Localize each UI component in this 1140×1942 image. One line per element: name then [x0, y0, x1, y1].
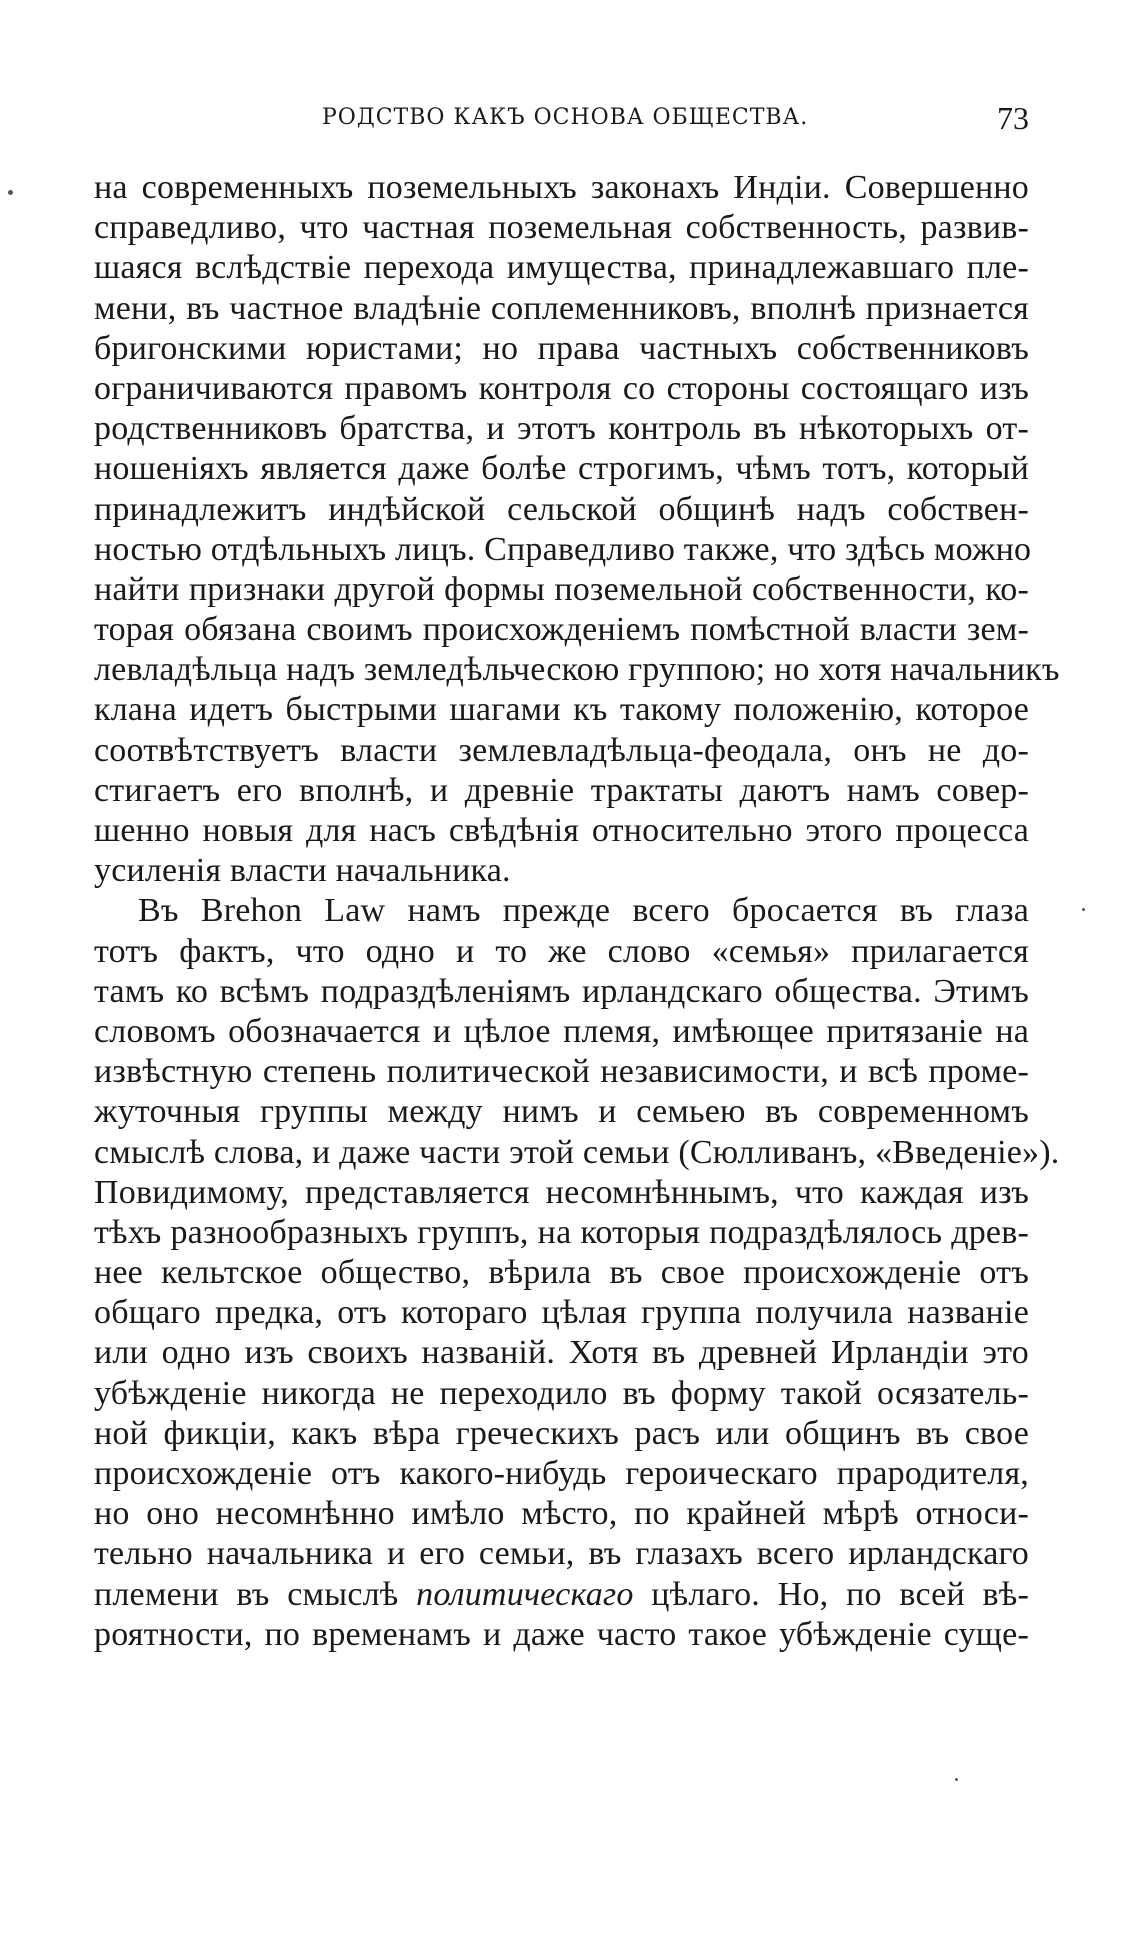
text-line: торая обязана своимъ происхожденіемъ помѣстной власти зем- — [94, 611, 1029, 649]
text-line: роятности, по временамъ и даже часто такое убѣжденіе суще- — [94, 1615, 1029, 1653]
body-text — [94, 168, 1060, 1655]
italic-word: политическаго — [416, 1575, 634, 1613]
text-line-italic — [94, 1575, 1029, 1615]
text-line: тотъ фактъ, что одно и то же слово «семья» прилагается — [94, 932, 1029, 970]
text-line: соотвѣтствуетъ власти землевладѣльца-феодала, онъ не до- — [94, 731, 1029, 769]
text-line: ограничиваются правомъ контроля со стороны состоящаго изъ — [94, 369, 1029, 407]
scan-speck — [955, 1778, 958, 1781]
text-line: ностью отдѣльныхъ лицъ. Справедливо также, что здѣсь можно — [94, 530, 1032, 568]
text-line: усиленія власти начальника. — [94, 852, 511, 890]
text-line: словомъ обозначается и цѣлое племя, имѣющее притязаніе на — [94, 1012, 1029, 1050]
text-line: смыслѣ слова, и даже части этой семьи (Сюлливанъ, «Введеніе»). — [94, 1133, 1060, 1171]
text-line: извѣстную степень политической независимости, и всѣ проме- — [94, 1053, 1029, 1091]
text-line: ной фикціи, какъ вѣра греческихъ расъ или общинъ въ свое — [94, 1414, 1029, 1452]
text-line: тамъ ко всѣмъ подраздѣленіямъ ирландскаго общества. Этимъ — [94, 972, 1029, 1010]
text-line: стигаетъ его вполнѣ, и древніе трактаты даютъ намъ совер- — [94, 771, 1029, 809]
text-line: найти признаки другой формы поземельной собственности, ко- — [94, 570, 1029, 608]
scan-speck — [1082, 908, 1085, 911]
paragraph-2 — [94, 891, 1060, 1655]
text-line: общаго предка, отъ котораго цѣлая группа получила названіе — [94, 1294, 1029, 1332]
text-line: родственниковъ братства, и этотъ контроль въ нѣкоторыхъ от- — [94, 410, 1029, 448]
text-line: убѣжденіе никогда не переходило въ форму такой осязатель- — [94, 1374, 1029, 1412]
text-segment: цѣлаго. Но, по всей вѣ- — [633, 1575, 1029, 1613]
running-title: РОДСТВО КАКЪ ОСНОВА ОБЩЕСТВА. — [322, 105, 809, 130]
text-line: бригонскими юристами; но права частныхъ собственниковъ — [94, 329, 1029, 367]
text-line: левладѣльца надъ земледѣльческою группою; но хотя начальникъ — [94, 651, 1060, 689]
text-line: жуточныя группы между нимъ и семьею въ современномъ — [94, 1093, 1029, 1131]
text-line: Въ Brehon Law намъ прежде всего бросается въ глаза — [138, 892, 1029, 930]
text-line: на современныхъ поземельныхъ законахъ Индіи. Совершенно — [94, 169, 1029, 206]
text-line: но оно несомнѣнно имѣло мѣсто, по крайней мѣрѣ относи- — [94, 1495, 1029, 1533]
text-line: принадлежитъ индѣйской сельской общинѣ надъ собствен- — [94, 490, 1029, 528]
text-line: шенно новыя для насъ свѣдѣнія относительно этого процесса — [94, 812, 1029, 849]
scan-speck — [8, 190, 13, 195]
text-line: шаяся вслѣдствіе перехода имущества, принадлежавшаго пле- — [94, 249, 1029, 287]
text-line: происхожденіе отъ какого-нибудь героическаго прародителя, — [94, 1455, 1029, 1492]
text-line: нее кельтское общество, вѣрила въ свое происхожденіе отъ — [94, 1254, 1029, 1292]
text-line: клана идетъ быстрыми шагами къ такому положенію, которое — [94, 691, 1029, 729]
text-segment: племени въ смыслѣ — [94, 1575, 417, 1613]
running-header — [94, 98, 1029, 138]
text-line: тѣхъ разнообразныхъ группъ, на которыя подраздѣлялось древ- — [94, 1213, 1029, 1251]
paragraph-1 — [94, 168, 1060, 891]
text-line: ношеніяхъ является даже болѣе строгимъ, чѣмъ тотъ, который — [94, 450, 1029, 488]
text-line: справедливо, что частная поземельная собственность, развив- — [94, 209, 1029, 247]
page-number: 73 — [997, 100, 1029, 136]
text-line: мени, въ частное владѣніе соплеменниковъ, вполнѣ признается — [94, 289, 1029, 327]
text-line: или одно изъ своихъ названій. Хотя въ древней Ирландіи это — [94, 1334, 1029, 1372]
text-line: тельно начальника и его семьи, въ глазахъ всего ирландскаго — [94, 1535, 1029, 1573]
text-line: Повидимому, представляется несомнѣннымъ, что каждая изъ — [94, 1173, 1029, 1211]
